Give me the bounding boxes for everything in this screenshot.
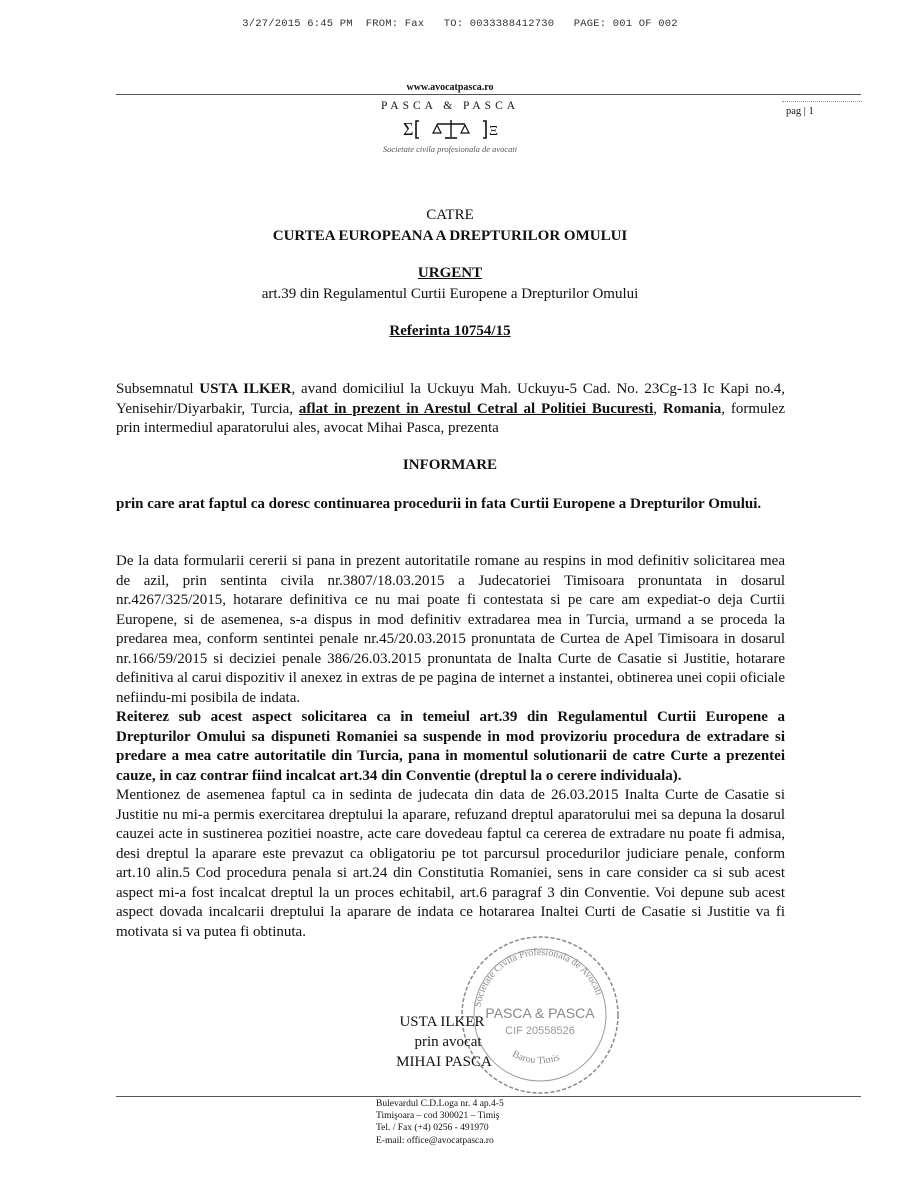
country-name: Romania [662,400,722,417]
footer-street: Bulevardul C.D.Loga nr. 4 ap.4-5 [376,1099,504,1109]
footer-rule [116,1096,861,1097]
fax-header: 3/27/2015 6:45 PM FROM: Fax TO: 0033388412730 PAGE: 001 OF 002 [242,18,678,30]
intro-paragraph [116,380,785,439]
paragraph-rule-39-request: Reiterez sub acest aspect solicitarea ca in temeiul art.39 din Regulamentul Curtii Europene a Drepturilor Omului sa dispuneti Romaniei sa suspende in mod provizoriu procedura de extradare si predare a mea catre autoritatile din Turcia, pana in momentul solutionarii de catre Curte a prezentei cauze, in caz contrar fiind incalcat art.34 din Conventie (dreptul la o cerere individuala). [116,709,785,784]
information-title: INFORMARE [402,457,498,473]
scales-of-justice-logo-icon [401,117,501,141]
urgent-subtitle: art.39 din Regulamentul Curtii Europene a Drepturilor Omului [261,286,639,302]
intro-text-4: , formulez prin intermediul aparatorului ales, avocat Mihai Pasca, prezenta [116,400,786,436]
footer-phone: Tel. / Fax (+4) 0256 - 491970 [376,1123,489,1134]
footer-email: E-mail: office@avocatpasca.ro [376,1135,494,1146]
signature-lawyer: MIHAI PASCA [396,1054,492,1070]
svg-text:Ξ: Ξ [489,124,499,139]
footer-address [376,1098,504,1147]
applicant-name: USTA ILKER [199,381,292,397]
urgent-title: URGENT [417,265,483,281]
svg-text:Barou Timis: Barou Timis [510,1048,562,1067]
signature-via: prin avocat [414,1034,482,1050]
reference-number: Referinta 10754/15 [389,323,511,339]
request-statement: prin care arat faptul ca doresc continuarea procedurii in fata Curtii Europene a Drepturilor Omului. [116,496,762,512]
svg-text:CIF 20558526: CIF 20558526 [505,1025,575,1037]
addressee-line-2: CURTEA EUROPEANA A DREPTURILOR OMULUI [272,228,628,244]
intro-text-3: , [653,400,663,417]
paragraph-asylum: De la data formularii cererii si pana in prezent autoritatile romane au respins in mod definitiv solicitarea mea de azil, prin sentinta civila nr.3807/18.03.2015 a Judecatoriei Timisoara pronuntata in dosarul nr.4267/325/2015, hotarare definitiva ce nu mai poate fi contestata si pe care am expediat-o deja Curtii Europene, si de asemenea, s-a dispus in mod definitiv extradarea mea in Turcia, urmand a se proceda la predarea mea, conform sentintei penale nr.45/20.03.2015 pronuntata de Curtea de Apel Timisoara in dosarul nr.166/59/2015 si deciziei penale 386/26.03.2015 pronuntata de Inalta Curte de Casatie si Justitie, hotarare definitiva al carui dispozitiv il anexez in extras de pe pagina de internet a instantei, obtinerea unei copii oficiale nefiindu-mi posibila de indata. [116,553,785,706]
main-body [116,552,785,942]
page-number: pag | 1 [786,106,814,117]
detention-location: aflat in prezent in Arestul Cetral al Politiei Bucuresti [298,400,654,417]
footer-city: Timişoara – cod 300021 – Timiş [376,1111,500,1122]
letterhead-website: www.avocatpasca.ro [406,82,494,93]
firm-name: PASCA & PASCA [380,100,520,112]
paragraph-right-to-defence: Mentionez de asemenea faptul ca in sedinta de judecata din data de 26.03.2015 Inalta Curte de Casatie si Justitie nu mi-a permis exercitarea dreptului la aparare, refuzand dreptul aparatorului mei sa depuna la dosarul cauzei acte in sustinerea pozitiei noastre, acte care dovedeau faptul ca cererea de extradare nu poate fi admisa, desi dreptul la aparare este prevazut ca obligatoriu pe tot parcursul procedurilor judiciare penale, conform art.10 alin.5 Cod procedura penala si art.24 din Constitutia Romaniei, sens in care consider ca si sub acest aspect mi-a fost incalcat dreptul la un proces echitabil, art.6 paragraf 3 din Conventie. Voi depune sub acest aspect dovada incalcarii dreptului la aparare de indata ce hotararea Inaltei Curti de Casatie si Justitie va fi motivata si va putea fi obtinuta. [116,787,785,940]
intro-text-1: Subsemnatul [116,381,200,397]
svg-text:Σ: Σ [403,119,414,139]
signature-name: USTA ILKER [399,1014,485,1030]
svg-text:PASCA & PASCA: PASCA & PASCA [485,1005,595,1021]
svg-text:Societate Civila Profesionala: Societate Civila Profesionala de Avocati [472,946,605,1009]
addressee-line-1: CATRE [426,207,474,223]
intro-text-2: , avand domiciliul la Uckuyu Mah. Uckuyu-5 Cad. No. 23Cg-13 Ic Kapi no.4, Yenisehir/Diyarbakir, Turcia, [116,381,785,417]
firm-tagline: Societate civila profesionala de avocati [382,144,518,154]
letterhead-rule [116,94,861,95]
